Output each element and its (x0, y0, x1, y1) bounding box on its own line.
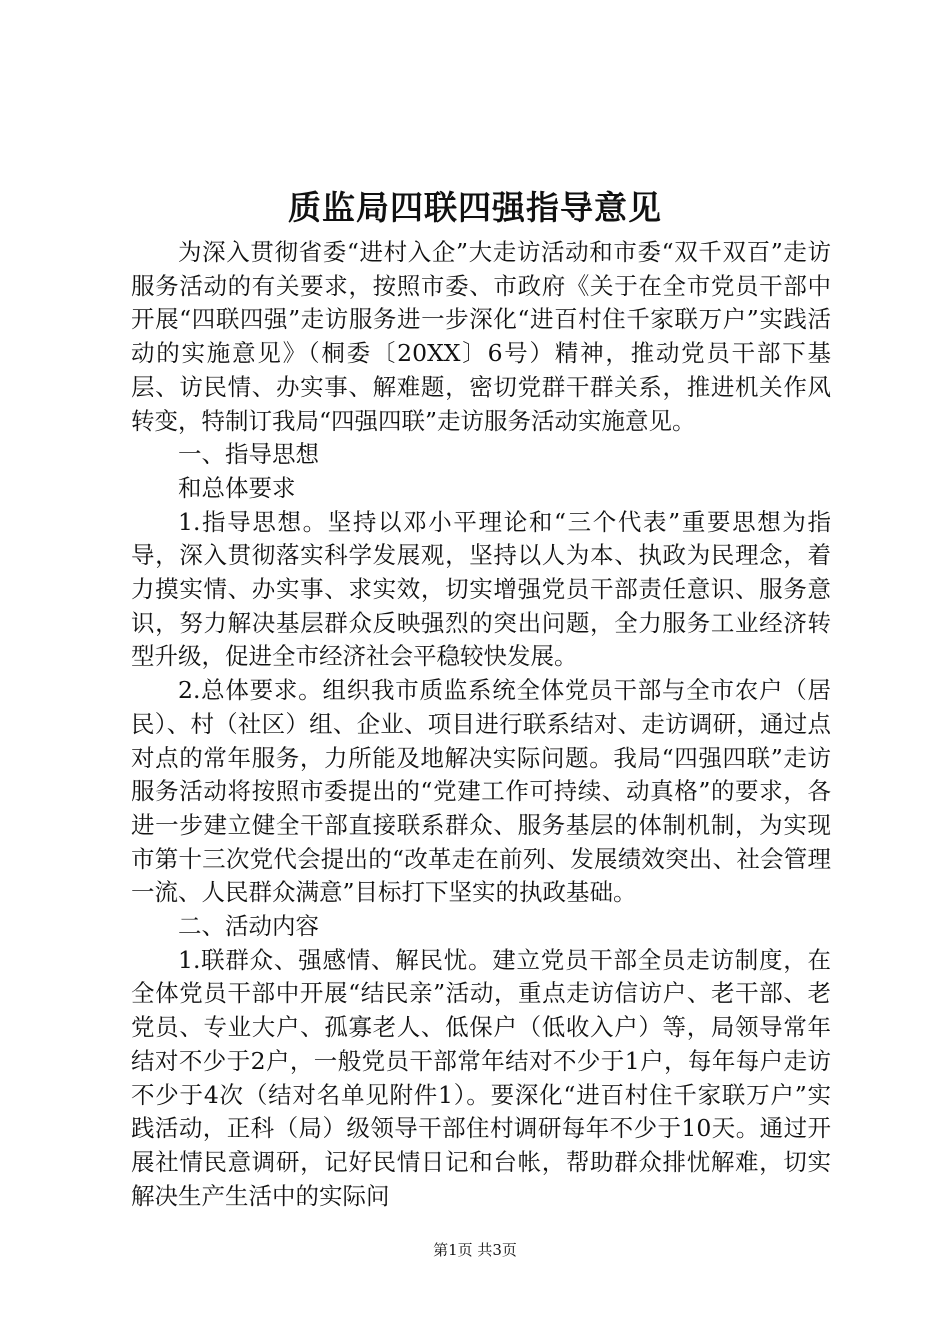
intro-paragraph: 为深入贯彻省委“进村入企”大走访活动和市委“双千双百”走访服务活动的有关要求，按照市委、市政府《关于在全市党员干部中开展“四联四强”走访服务进一步深化“进百村住千家联万户”实践活动的实施意见》（桐委〔20XX〕6号）精神，推动党员干部下基层、访民情、办实事、解难题，密切党群干群关系，推进机关作风转变，特制订我局“四强四联”走访服务活动实施意见。 (131, 238, 831, 435)
page-footer: 第1页 共3页 (433, 1241, 517, 1259)
paragraph-guiding-thought: 1.指导思想。坚持以邓小平理论和“三个代表”重要思想为指导，深入贯彻落实科学发展观，坚持以人为本、执政为民理念，着力摸实情、办实事、求实效，切实增强党员干部责任意识、服务意识，努力解决基层群众反映强烈的突出问题，全力服务工业经济转型升级，促进全市经济社会平稳较快发展。 (131, 507, 831, 671)
document-title: 质监局四联四强指导意见 (288, 188, 662, 227)
section-heading-activities: 二、活动内容 (178, 912, 319, 941)
document-body (131, 236, 831, 1213)
section-heading-continuation: 和总体要求 (178, 473, 296, 502)
paragraph-activity-one: 1.联群众、强感情、解民忧。建立党员干部全员走访制度，在全体党员干部中开展“结民亲”活动，重点走访信访户、老干部、老党员、专业大户、孤寡老人、低保户（低收入户）等，局领导常年结对不少于2户，一般党员干部常年结对不少于1户，每年每户走访不少于4次（结对名单见附件1）。要深化“进百村住千家联万户”实践活动，正科（局）级领导干部住村调研每年不少于10天。通过开展社情民意调研，记好民情日记和台帐，帮助群众排忧解难，切实解决生产生活中的实际问 (131, 945, 831, 1210)
paragraph-overall-requirements: 2.总体要求。组织我市质监系统全体党员干部与全市农户（居民）、村（社区）组、企业、项目进行联系结对、走访调研，通过点对点的常年服务，力所能及地解决实际问题。我局“四强四联”走访服务活动将按照市委提出的“党建工作可持续、动真格”的要求，各进一步建立健全干部直接联系群众、服务基层的体制机制，为实现市第十三次党代会提出的“改革走在前列、发展绩效突出、社会管理一流、人民群众满意”目标打下坚实的执政基础。 (131, 676, 831, 907)
section-heading-guiding-thought: 一、指导思想 (178, 440, 319, 469)
